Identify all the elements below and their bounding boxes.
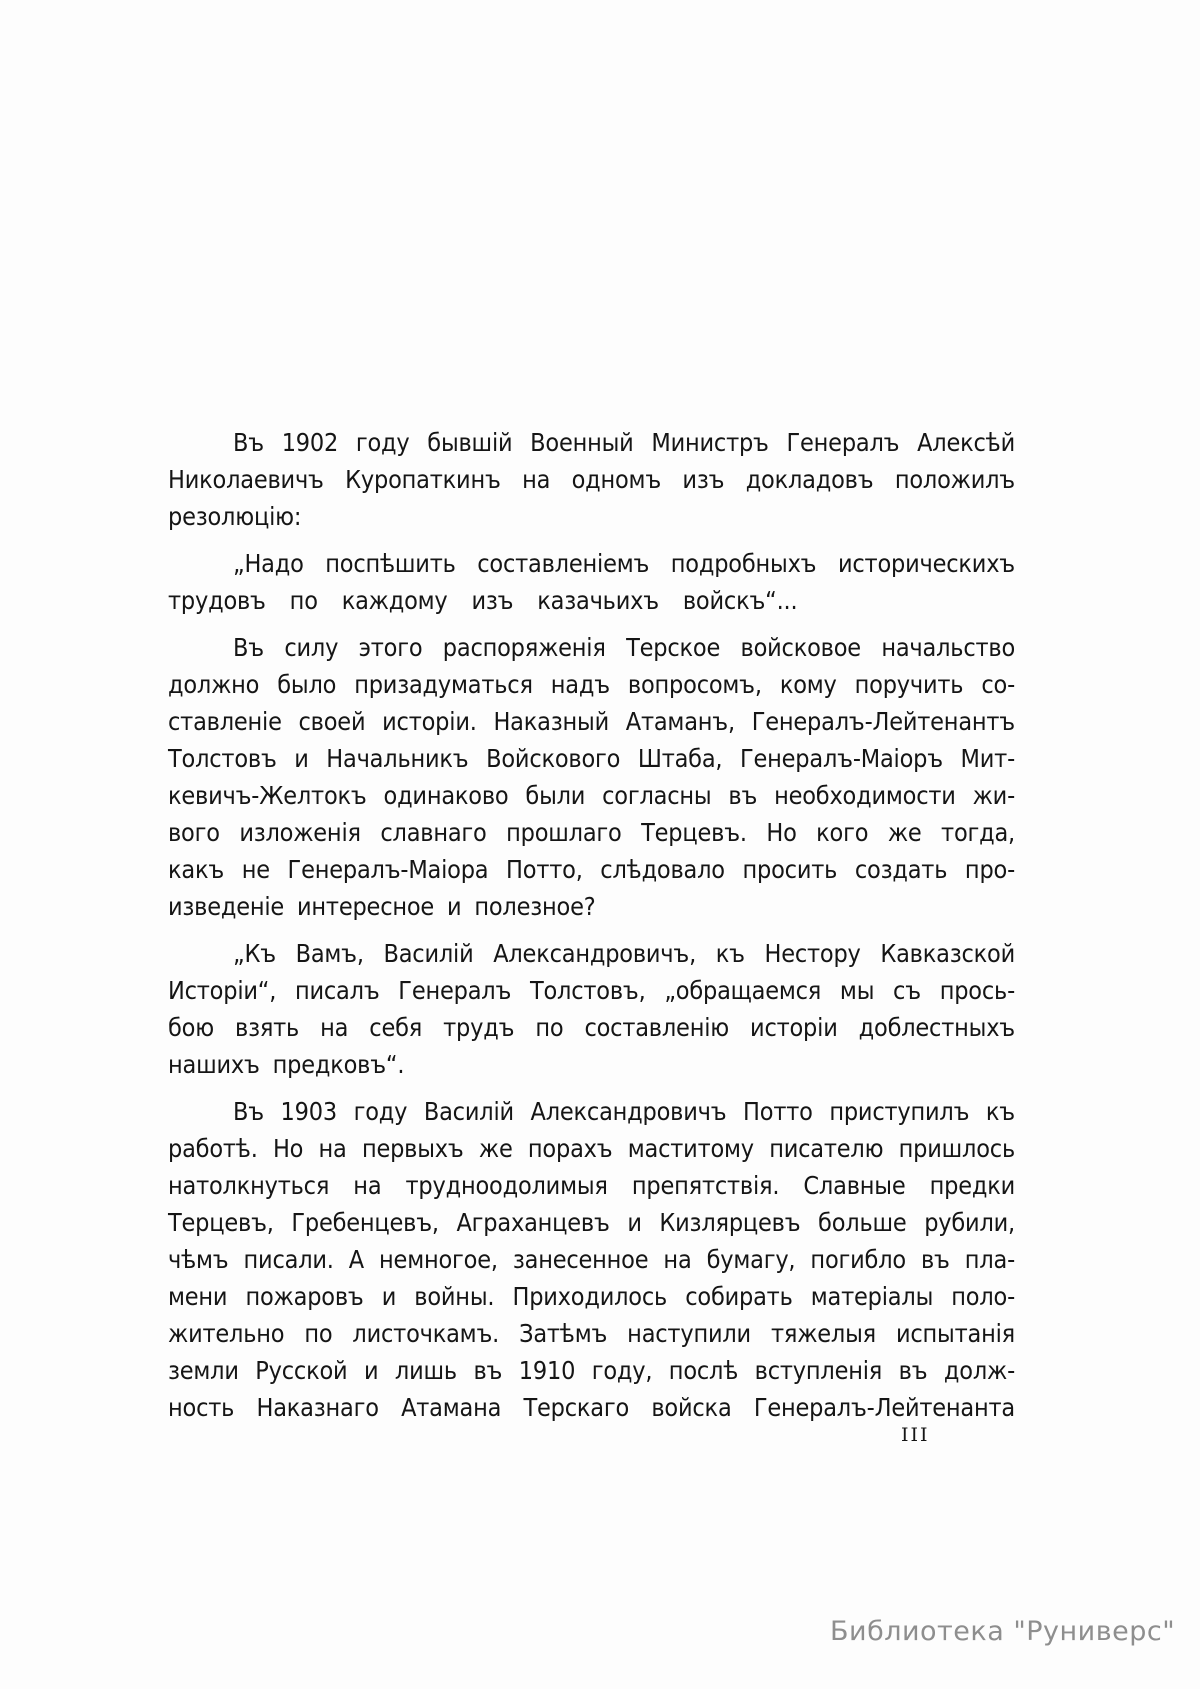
page-number: III [901, 1424, 930, 1446]
text-line: изведеніе интересное и полезное? [168, 892, 596, 921]
text-line: Николаевичъ Куропаткинъ на одномъ изъ докладовъ положилъ [168, 465, 1015, 494]
text-line: жительно по листочкамъ. Затѣмъ наступили тяжелыя испытанія [168, 1319, 1015, 1348]
text-line: резолюцію: [168, 502, 302, 531]
text-line: Толстовъ и Начальникъ Войскового Штаба, Генералъ-Маіоръ Мит- [168, 744, 1015, 773]
body-text [168, 424, 1015, 1426]
text-line: „Къ Вамъ, Василій Александровичъ, къ Нестору Кавказской [233, 939, 1015, 968]
text-line: Исторіи“, писалъ Генералъ Толстовъ, „обращаемся мы съ прось- [168, 976, 1015, 1005]
library-watermark: Библиотека "Руниверс" [830, 1616, 1176, 1647]
text-line: натолкнуться на трудноодолимыя препятствія. Славные предки [168, 1171, 1015, 1200]
text-line: кевичъ-Желтокъ одинаково были согласны въ необходимости жи- [168, 781, 1015, 810]
text-line: должно было призадуматься надъ вопросомъ, кому поручить со- [168, 670, 1015, 699]
text-line: работѣ. Но на первыхъ же порахъ маститому писателю пришлось [168, 1134, 1015, 1163]
text-line: Въ 1902 году бывшій Военный Министръ Генералъ Алексѣй [233, 428, 1015, 457]
text-line: чѣмъ писали. А немногое, занесенное на бумагу, погибло въ пла- [168, 1245, 1015, 1274]
text-line: трудовъ по каждому изъ казачьихъ войскъ“... [168, 586, 798, 615]
text-line: ставленіе своей исторіи. Наказный Атаманъ, Генералъ-Лейтенантъ [168, 707, 1015, 736]
text-line: какъ не Генералъ-Маіора Потто, слѣдовало просить создать про- [168, 855, 1015, 884]
text-line: Терцевъ, Гребенцевъ, Аграханцевъ и Кизлярцевъ больше рубили, [168, 1208, 1015, 1237]
text-line: ность Наказнаго Атамана Терскаго войска Генералъ-Лейтенанта [168, 1393, 1015, 1422]
text-line: Въ силу этого распоряженія Терское войсковое начальство [233, 633, 1015, 662]
text-line: земли Русской и лишь въ 1910 году, послѣ вступленія въ долж- [168, 1356, 1015, 1385]
text-line: Въ 1903 году Василій Александровичъ Потто приступилъ къ [233, 1097, 1015, 1126]
text-line: бою взять на себя трудъ по составленію исторіи доблестныхъ [168, 1013, 1015, 1042]
text-line: нашихъ предковъ“. [168, 1050, 405, 1079]
text-line: вого изложенія славнаго прошлаго Терцевъ. Но кого же тогда, [168, 818, 1015, 847]
text-line: „Надо поспѣшить составленіемъ подробныхъ историческихъ [233, 549, 1015, 578]
text-line: мени пожаровъ и войны. Приходилось собирать матеріалы поло- [168, 1282, 1015, 1311]
